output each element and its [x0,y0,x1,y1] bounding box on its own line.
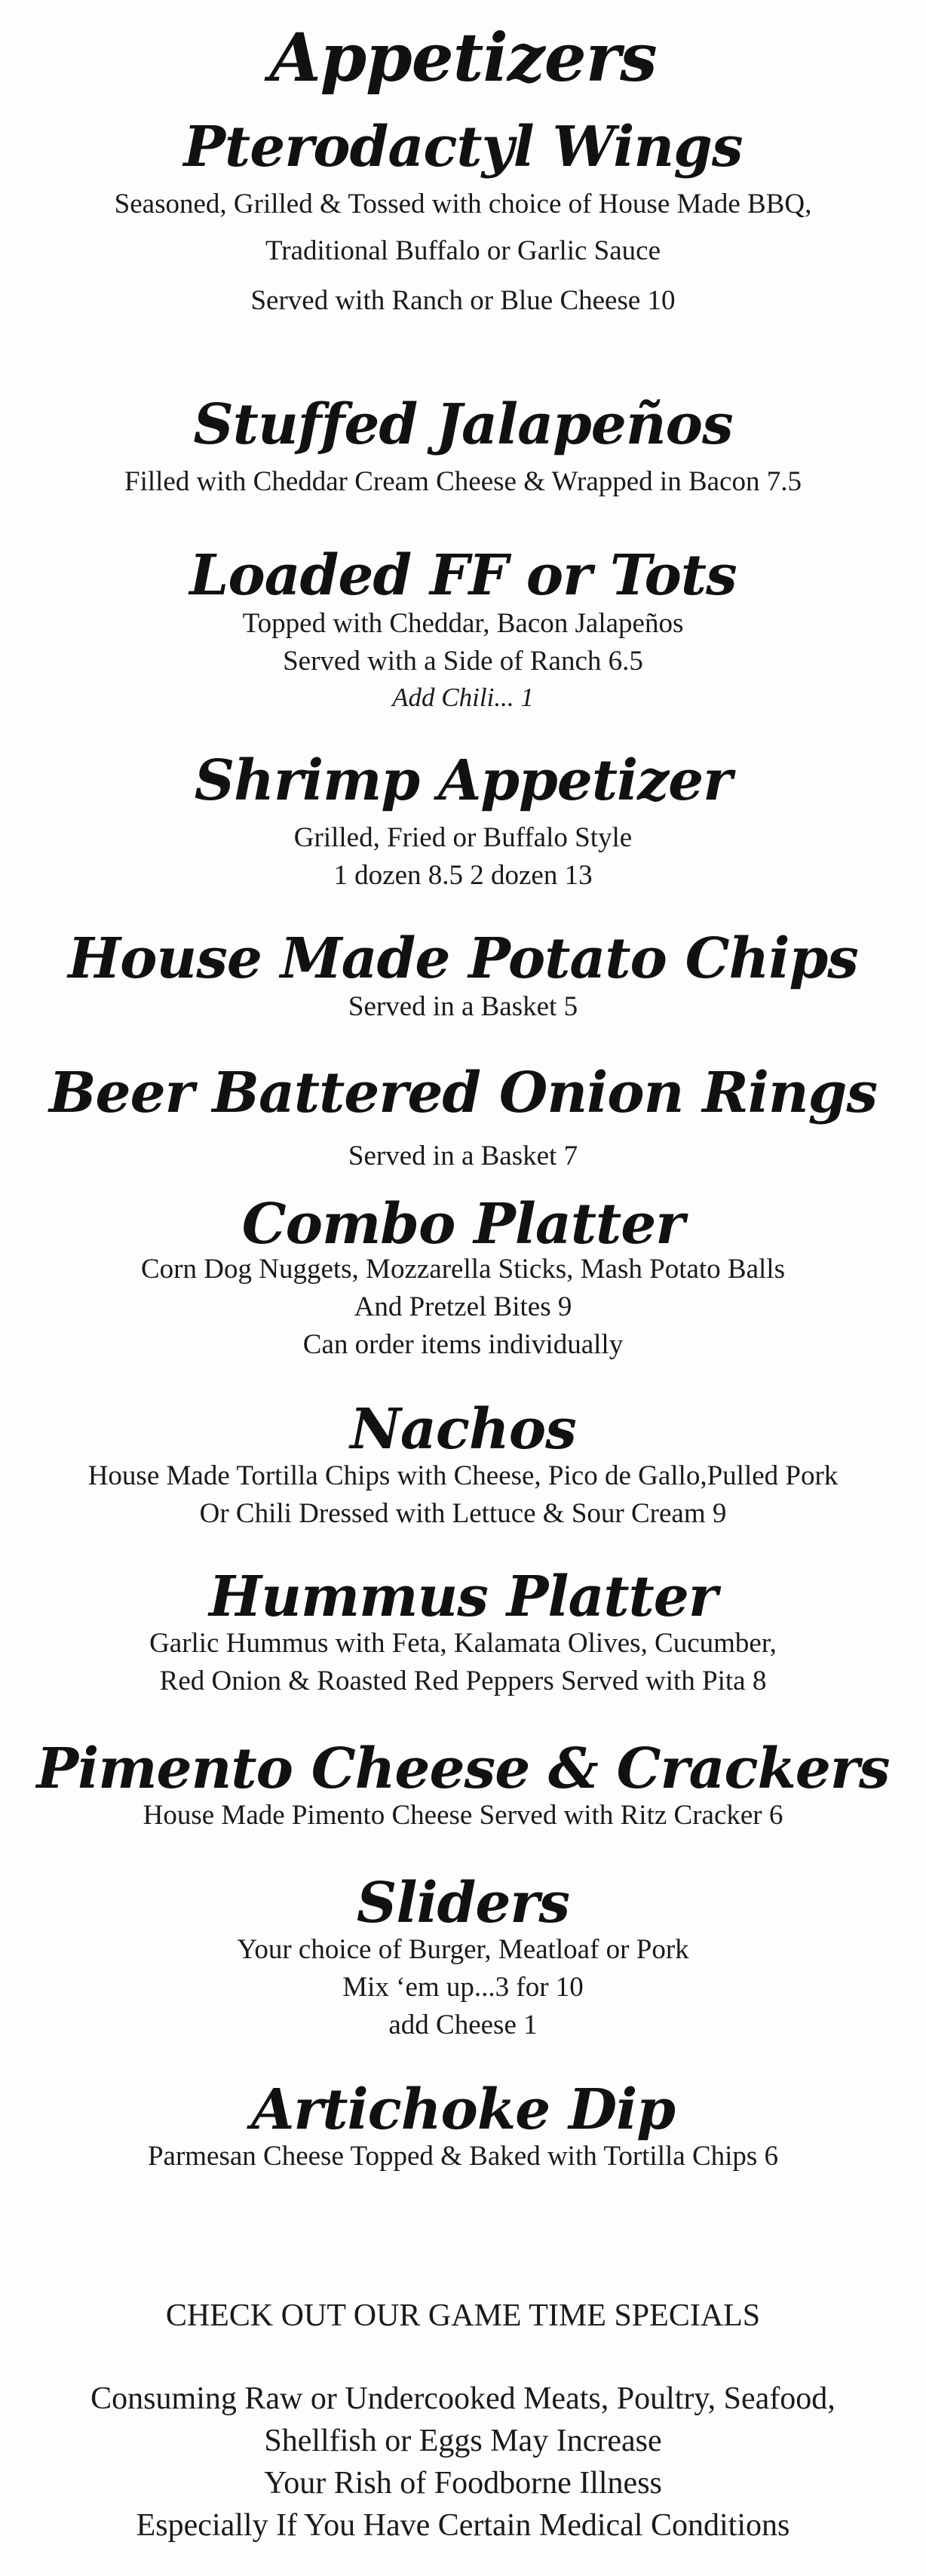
dish-name-shrimp-appetizer: Shrimp Appetizer [194,748,732,813]
dish-name-sliders: Sliders [356,1871,570,1936]
dish-name-beer-battered-onion-rings: Beer Battered Onion Rings [48,1061,878,1125]
food-safety-warning-line: Shellfish or Eggs May Increase [264,2424,662,2458]
dish-description-line: Your choice of Burger, Meatloaf or Pork [237,1934,689,1965]
dish-name-loaded-ff-or-tots: Loaded FF or Tots [189,543,737,608]
dish-price-line: 1 dozen 8.5 2 dozen 13 [333,860,593,891]
dish-price-line: Filled with Cheddar Cream Cheese & Wrapped in Bacon 7.5 [124,466,802,497]
dish-price-line: House Made Pimento Cheese Served with Ritz Cracker 6 [143,1800,783,1831]
dish-price-line: And Pretzel Bites 9 [354,1291,572,1322]
dish-name-pterodactyl-wings: Pterodactyl Wings [183,115,743,180]
dish-name-hummus-platter: Hummus Platter [209,1564,717,1629]
dish-description-line: Corn Dog Nuggets, Mozzarella Sticks, Mash Potato Balls [141,1254,785,1285]
food-safety-warning-line: Your Rish of Foodborne Illness [264,2466,662,2501]
dish-price-line: Served in a Basket 7 [348,1141,578,1171]
food-safety-warning-line: Consuming Raw or Undercooked Meats, Poultry, Seafood, [90,2381,836,2416]
dish-price-line: Parmesan Cheese Topped & Baked with Tortilla Chips 6 [147,2141,779,2172]
dish-name-pimento-cheese-crackers: Pimento Cheese & Crackers [36,1736,890,1801]
dish-addon-note: Add Chili... 1 [392,683,534,712]
food-safety-warning-line: Especially If You Have Certain Medical Conditions [136,2508,790,2543]
dish-description-line: Grilled, Fried or Buffalo Style [293,822,633,853]
dish-price-line: Red Onion & Roasted Red Peppers Served with Pita 8 [159,1666,767,1696]
dish-price-line: Served with Ranch or Blue Cheese 10 [250,285,676,316]
dish-name-combo-platter: Combo Platter [241,1192,685,1257]
game-time-specials-notice: CHECK OUT OUR GAME TIME SPECIALS [165,2298,761,2333]
dish-description-line: Seasoned, Grilled & Tossed with choice of House Made BBQ, [114,189,812,220]
dish-name-house-made-potato-chips: House Made Potato Chips [68,926,858,991]
dish-addon-line: add Cheese 1 [388,2010,538,2040]
page-title: Appetizers [269,18,657,97]
dish-price-line: Served with a Side of Ranch 6.5 [283,646,643,677]
dish-description-line: Can order items individually [302,1329,624,1360]
dish-price-line: Served in a Basket 5 [348,991,578,1022]
dish-description-line: House Made Tortilla Chips with Cheese, Pico de Gallo,Pulled Pork [87,1460,839,1491]
dish-description-line: Topped with Cheddar, Bacon Jalapeños [242,608,684,639]
dish-description-line: Traditional Buffalo or Garlic Sauce [265,235,661,266]
dish-price-line: Mix ‘em up...3 for 10 [342,1972,584,2003]
dish-name-stuffed-jalapenos: Stuffed Jalapeños [193,392,733,457]
dish-name-artichoke-dip: Artichoke Dip [250,2077,676,2142]
dish-price-line: Or Chili Dressed with Lettuce & Sour Cream 9 [199,1498,727,1529]
dish-description-line: Garlic Hummus with Feta, Kalamata Olives, Cucumber, [149,1628,777,1659]
dish-name-nachos: Nachos [350,1397,576,1462]
